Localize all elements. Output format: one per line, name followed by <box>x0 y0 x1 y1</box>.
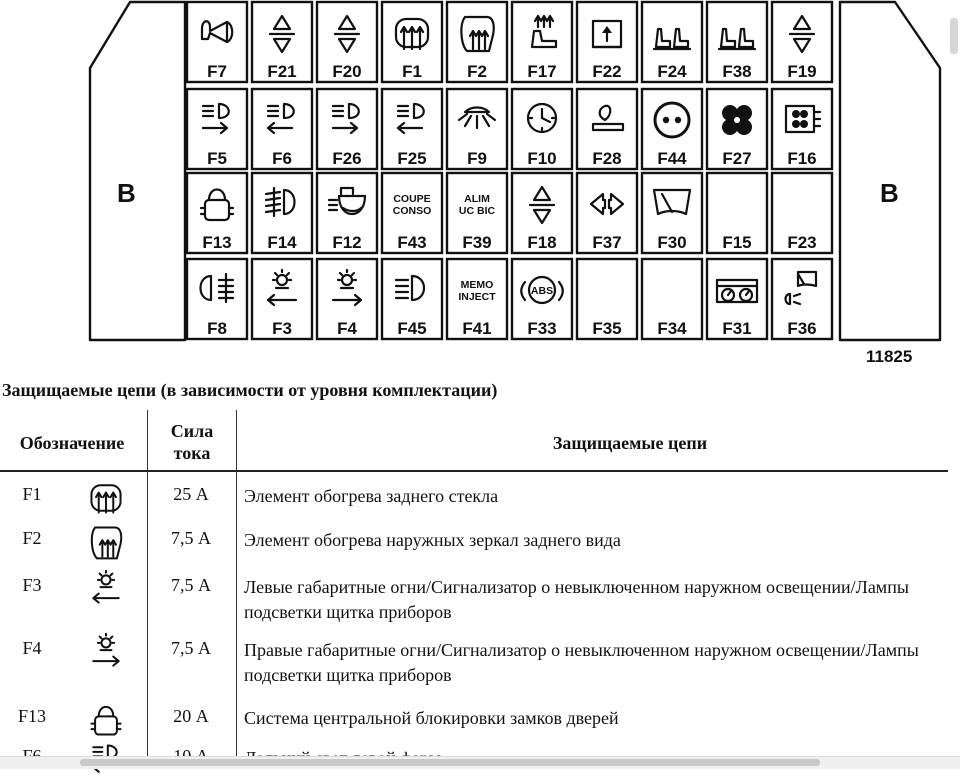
fuse-label: F23 <box>787 233 817 252</box>
fuse-label: F10 <box>527 149 557 168</box>
fuse-label: F3 <box>272 319 292 338</box>
fuse-icon-text: MEMO INJECT <box>458 279 496 303</box>
fuse-label: F37 <box>592 233 622 252</box>
fuse-label: F7 <box>207 62 227 81</box>
document-number: 11825 <box>866 347 913 366</box>
fuse-cell <box>772 173 832 253</box>
central-lock-icon <box>86 700 126 740</box>
fuse-label: F39 <box>462 233 492 252</box>
fuse-code: F13 <box>17 706 46 726</box>
fuse-label: F26 <box>332 149 362 168</box>
fuse-label: F13 <box>202 233 232 252</box>
fuse-cell <box>512 2 572 82</box>
fuse-code: F1 <box>22 484 42 504</box>
circuit-description: Правые габаритные огни/Сигнализатор о невыключенном наружном освещении/Лампы подсветки щитка приборов <box>244 640 919 685</box>
abs-icon-text: ABS <box>530 285 554 297</box>
fuse-cell <box>317 173 377 253</box>
sidelight-right-icon <box>86 632 126 672</box>
circuit-description: Система центральной блокировки замков дверей <box>244 708 619 728</box>
fuse-label: F31 <box>722 319 752 338</box>
side-label-left: B <box>117 178 136 208</box>
circuit-description: Элемент обогрева заднего стекла <box>244 486 499 506</box>
fuse-label: F41 <box>462 319 492 338</box>
horizontal-scrollbar[interactable] <box>0 756 960 769</box>
fuse-label: F38 <box>722 62 752 81</box>
fuse-cell <box>317 2 377 82</box>
fuse-cell <box>642 2 702 82</box>
fuse-cell <box>642 89 702 169</box>
fuse-cell <box>382 173 442 253</box>
fuse-cell <box>252 2 312 82</box>
fuse-amperage: 25 А <box>173 484 209 504</box>
header-circuits: Защищаемые цепи <box>552 433 708 453</box>
fuse-label: F44 <box>657 149 687 168</box>
circuit-description: Левые габаритные огни/Сигнализатор о невыключенном наружном освещении/Лампы подсветки щитка приборов <box>244 577 909 622</box>
fuse-cell <box>382 259 442 339</box>
fuse-cell <box>772 89 832 169</box>
fuse-cell <box>252 173 312 253</box>
fuse-label: F27 <box>722 149 752 168</box>
rear-defrost-icon <box>86 478 126 518</box>
fuse-cell <box>252 89 312 169</box>
mirror-defrost-icon <box>86 522 126 562</box>
fuse-label: F33 <box>527 319 557 338</box>
fuse-cell <box>577 89 637 169</box>
fuse-icon-text: ALIM UC BIC <box>458 193 496 217</box>
fuse-label: F30 <box>657 233 687 252</box>
fuse-label: F18 <box>527 233 557 252</box>
fuse-cell <box>577 259 637 339</box>
sidelight-left-icon <box>86 569 126 609</box>
fuse-cell <box>317 259 377 339</box>
fuse-amperage: 7,5 А <box>171 638 211 658</box>
fuse-label: F2 <box>467 62 487 81</box>
fuse-cell <box>642 259 702 339</box>
fuse-label: F17 <box>527 62 557 81</box>
fuse-amperage: 7,5 А <box>171 528 211 548</box>
fuse-label: F36 <box>787 319 817 338</box>
fuse-cell <box>187 259 247 339</box>
header-current-line1: Сила <box>170 421 214 441</box>
column-divider-2 <box>236 410 237 760</box>
fuse-cell <box>447 173 507 253</box>
fuse-code: F3 <box>22 575 42 595</box>
fuse-label: F20 <box>332 62 362 81</box>
circuit-description: Элемент обогрева наружных зеркал заднего вида <box>244 530 621 550</box>
fuse-cell <box>447 89 507 169</box>
fuse-amperage: 7,5 А <box>171 575 211 595</box>
fuse-cell <box>577 2 637 82</box>
fuse-label: F34 <box>657 319 687 338</box>
vertical-scroll-thumb[interactable] <box>950 18 958 54</box>
fuse-grid <box>187 2 832 339</box>
fuse-label: F5 <box>207 149 227 168</box>
fuse-box-diagram <box>0 0 960 370</box>
fuse-cell <box>187 2 247 82</box>
fuse-cell <box>772 2 832 82</box>
clock-icon <box>528 104 556 132</box>
fuse-label: F9 <box>467 149 487 168</box>
fuse-cell <box>772 259 832 339</box>
fuse-label: F45 <box>397 319 427 338</box>
fuse-cell <box>707 259 767 339</box>
fuse-cell <box>512 259 572 339</box>
header-current <box>148 420 236 464</box>
fuse-cell <box>707 2 767 82</box>
fuse-label: F19 <box>787 62 817 81</box>
fuse-cell <box>512 89 572 169</box>
fuse-label: F28 <box>592 149 622 168</box>
fuse-cell <box>707 173 767 253</box>
fan-icon <box>722 105 752 135</box>
fuse-cell <box>447 259 507 339</box>
fuse-label: F14 <box>267 233 297 252</box>
fuse-label: F15 <box>722 233 752 252</box>
fuse-label: F12 <box>332 233 362 252</box>
fuse-code: F2 <box>22 528 42 548</box>
fuse-label: F21 <box>267 62 297 81</box>
fuse-cell <box>707 89 767 169</box>
fuse-label: F4 <box>337 319 357 338</box>
fuse-cell <box>447 2 507 82</box>
fuse-cell <box>577 173 637 253</box>
header-designation: Обозначение <box>19 433 125 453</box>
fuse-cell <box>382 2 442 82</box>
fuse-label: F24 <box>657 62 687 81</box>
fuse-cell <box>512 173 572 253</box>
fuse-label: F1 <box>402 62 422 81</box>
fuse-icon-text: COUPE CONSO <box>392 193 432 217</box>
side-label-right: B <box>880 178 899 208</box>
fuse-cell <box>382 89 442 169</box>
table-top-border <box>0 470 948 472</box>
fuse-label: F43 <box>397 233 427 252</box>
table-title: Защищаемые цепи (в зависимости от уровня комплектации) <box>2 380 498 400</box>
fuse-cell <box>187 173 247 253</box>
fuse-label: F25 <box>397 149 427 168</box>
header-current-line2: тока <box>173 443 211 463</box>
fuse-cell <box>642 173 702 253</box>
fuse-cell <box>252 259 312 339</box>
fuse-amperage: 20 А <box>173 706 209 726</box>
horizontal-scroll-thumb[interactable] <box>80 759 820 766</box>
fuse-code: F4 <box>22 638 42 658</box>
fuse-label: F6 <box>272 149 292 168</box>
fuse-label: F16 <box>787 149 817 168</box>
fuse-label: F35 <box>592 319 622 338</box>
fuse-label: F8 <box>207 319 227 338</box>
fuse-cell <box>317 89 377 169</box>
fuse-label: F22 <box>592 62 622 81</box>
fuse-cell <box>187 89 247 169</box>
